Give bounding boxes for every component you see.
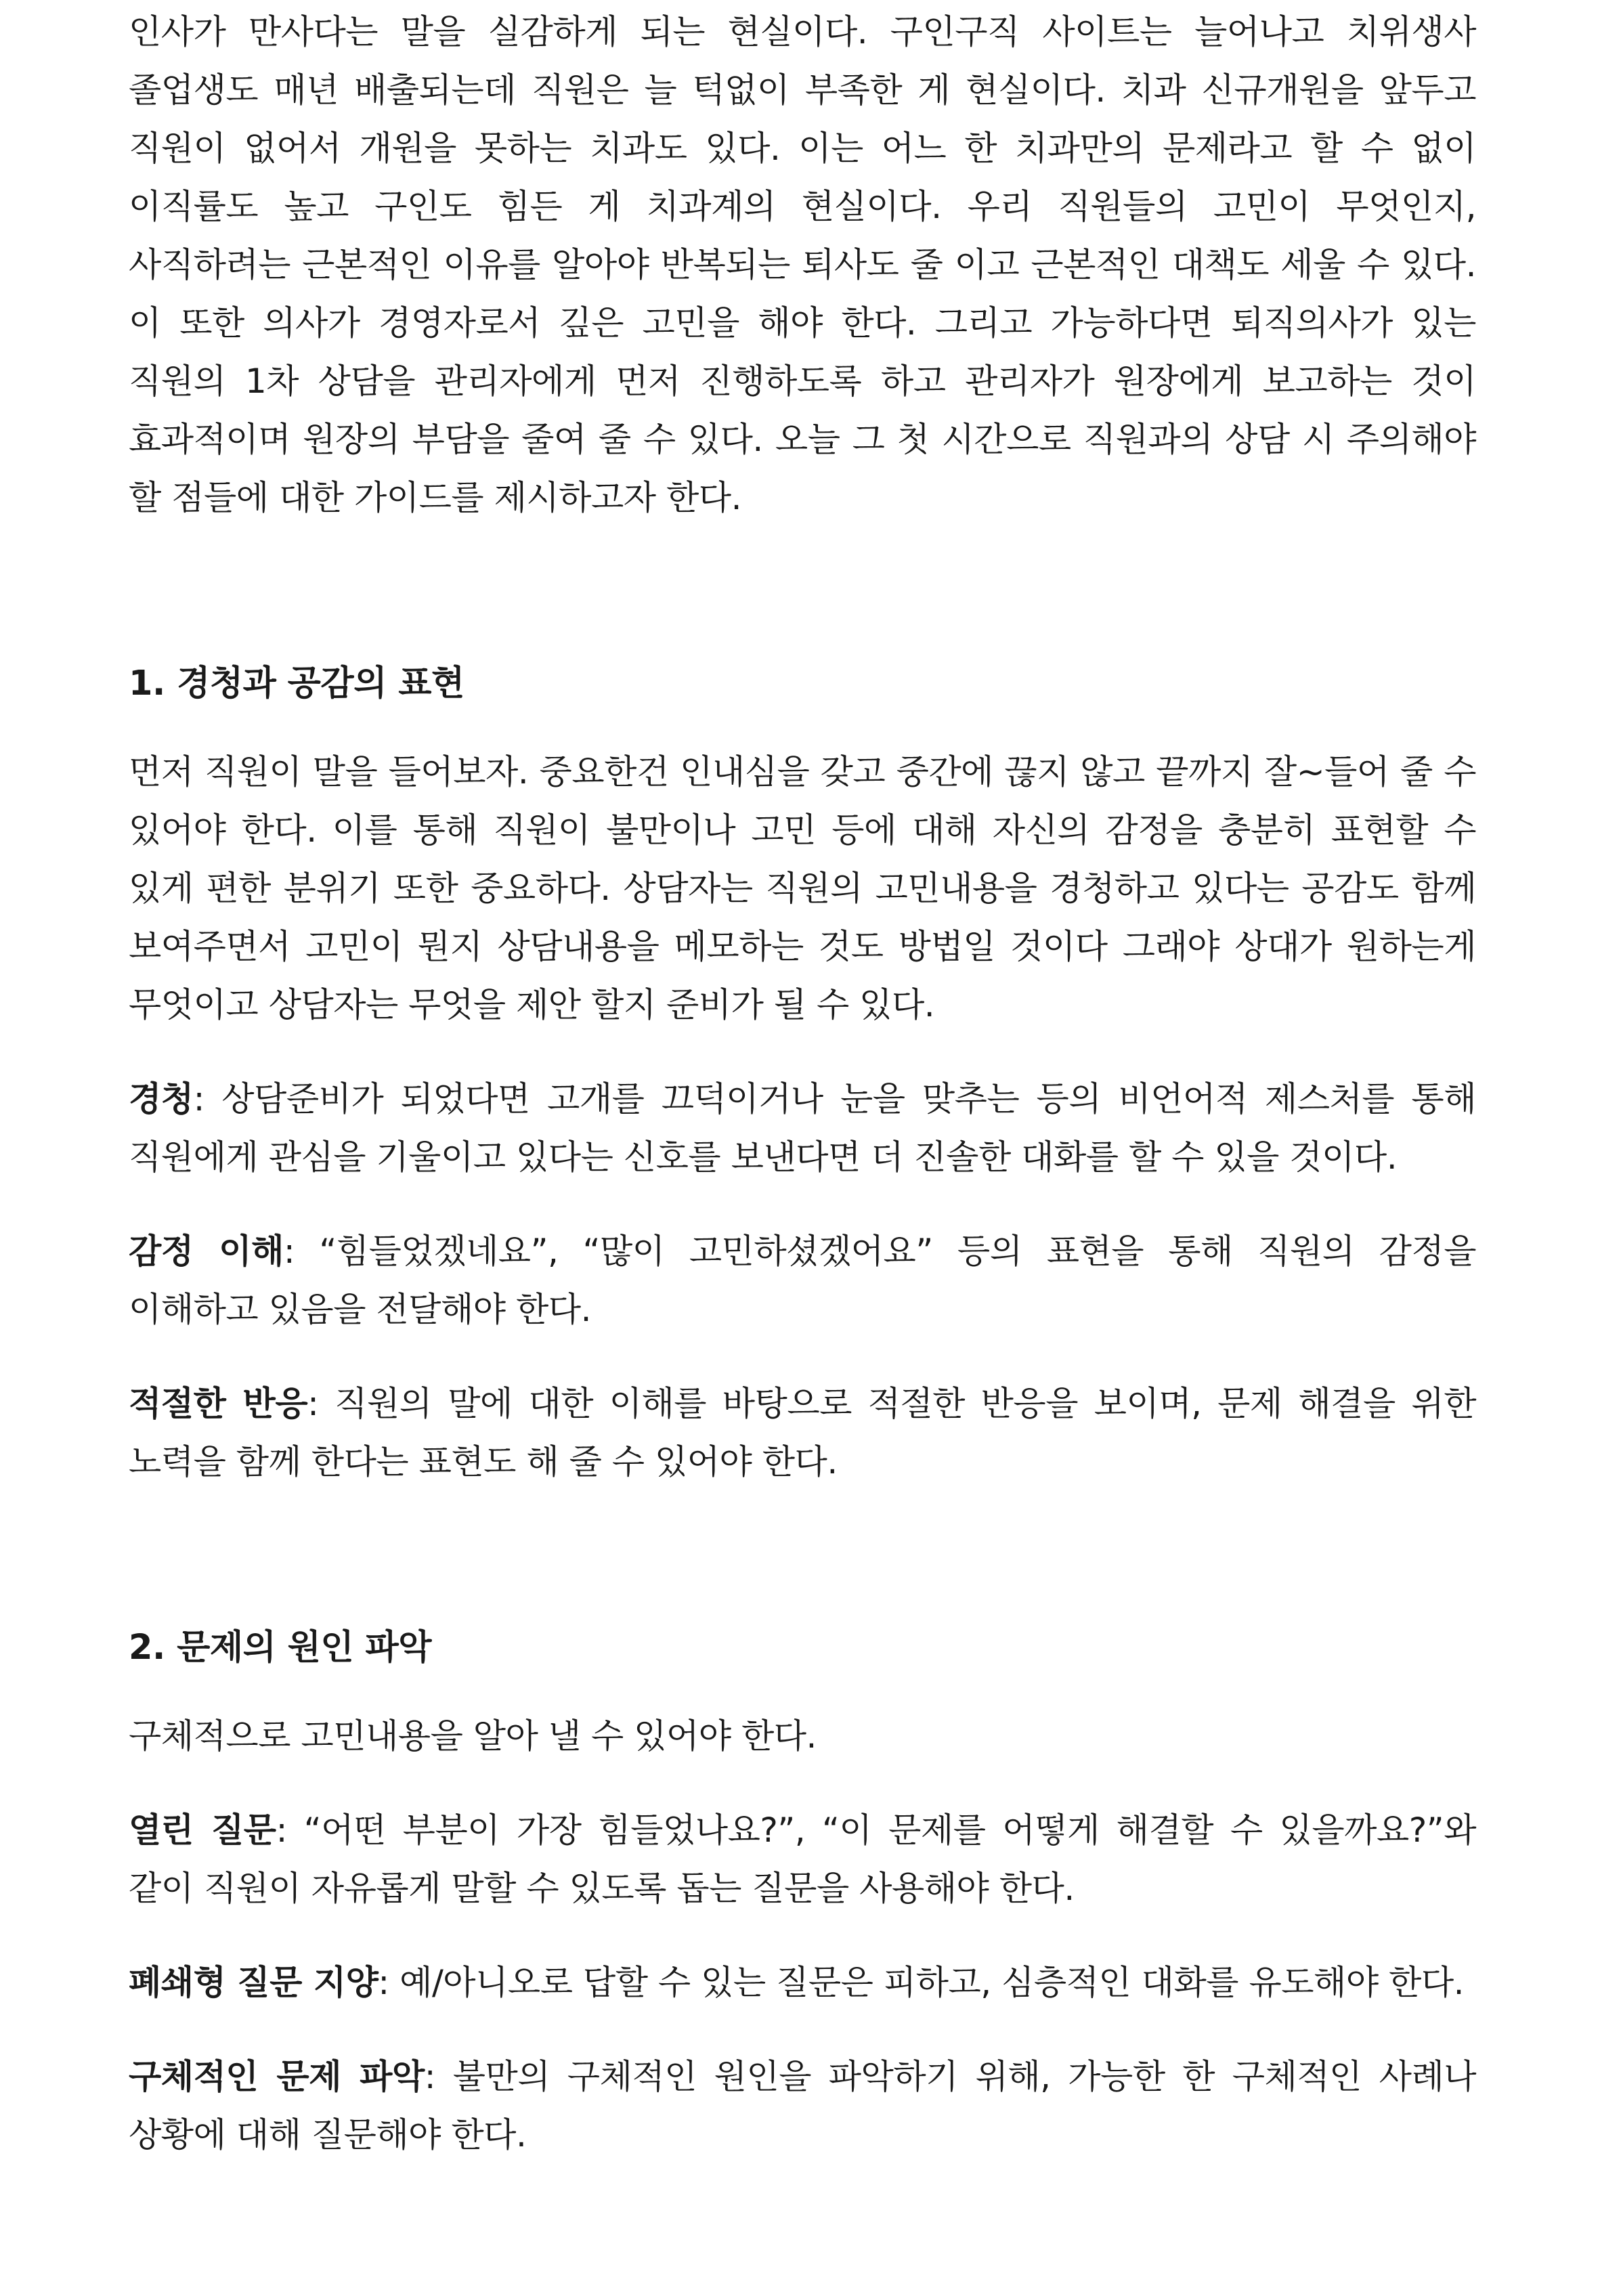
section-1-heading: 1. 경청과 공감의 표현 — [129, 664, 464, 703]
section-1-lead-paragraph: 먼저 직원이 말을 들어보자. 중요한건 인내심을 갖고 중간에 끊지 않고 끝까지 잘~들어 줄 수 있어야 한다. 이를 통해 직원이 불만이나 고민 등에 대해 자신의 감정을 충분히 표현할 수 있게 편한 분위기 또한 중요하다. 상담자는 직원의 고민내용을 경청하고 있다는 공감도 함께 보여주면서 고민이 뭔지 상담내용을 메모하는 것도 방법일 것이다 그래야 상대가 원하는게 무엇이고 상담자는 무엇을 제안 할지 준비가 될 수 있다. — [129, 752, 1476, 1024]
section-2-lead-paragraph: 구체적으로 고민내용을 알아 낼 수 있어야 한다. — [129, 1716, 817, 1756]
section-2-item-open-question — [129, 1801, 1476, 1918]
item-text: : 예/아니오로 답할 수 있는 질문은 피하고, 심층적인 대화를 유도해야 한다. — [378, 1963, 1465, 2002]
item-term: 구체적인 문제 파악 — [129, 2057, 425, 2096]
section-1-item-listening — [129, 1070, 1476, 1186]
item-term: 폐쇄형 질문 지양 — [129, 1963, 379, 2002]
section-2-item-closed-question — [129, 1953, 1476, 2012]
item-text: : 불만의 구체적인 원인을 파악하기 위해, 가능한 한 구체적인 사례나 상황에 대해 질문해야 한다. — [129, 2057, 1476, 2154]
item-term: 적절한 반응 — [129, 1384, 308, 1423]
intro-paragraph: 인사가 만사다는 말을 실감하게 되는 현실이다. 구인구직 사이트는 늘어나고 치위생사 졸업생도 매년 배출되는데 직원은 늘 턱없이 부족한 게 현실이다. 치과 신규개원을 앞두고 직원이 없어서 개원을 못하는 치과도 있다. 이는 어느 한 치과만의 문제라고 할 수 없이 이직률도 높고 구인도 힘든 게 치과계의 현실이다. 우리 직원들의 고민이 무엇인지, 사직하려는 근본적인 이유를 알아야 반복되는 퇴사도 줄 이고 근본적인 대책도 세울 수 있다. 이 또한 의사가 경영자로서 깊은 고민을 해야 한다. 그리고 가능하다면 퇴직의사가 있는 직원의 1차 상담을 관리자에게 먼저 진행하도록 하고 관리자가 원장에게 보고하는 것이 효과적이며 원장의 부담을 줄여 줄 수 있다. 오늘 그 첫 시간으로 직원과의 상담 시 주의해야 할 점들에 대한 가이드를 제시하고자 한다. — [129, 12, 1476, 517]
document-page — [129, 0, 1476, 2164]
item-term: 감정 이해 — [129, 1232, 284, 1271]
item-text: : 직원의 말에 대한 이해를 바탕으로 적절한 반응을 보이며, 문제 해결을 위한 노력을 함께 한다는 표현도 해 줄 수 있어야 한다. — [129, 1384, 1476, 1481]
section-2-item-specific-problem — [129, 2048, 1476, 2164]
item-text: : 상담준비가 되었다면 고개를 끄덕이거나 눈을 맞추는 등의 비언어적 제스처를 통해 직원에게 관심을 기울이고 있다는 신호를 보낸다면 더 진솔한 대화를 할 수 있을 것이다. — [129, 1079, 1476, 1177]
item-term: 경청 — [129, 1079, 194, 1119]
item-term: 열린 질문 — [129, 1811, 276, 1850]
section-1-item-emotion — [129, 1222, 1476, 1339]
section-2-heading: 2. 문제의 원인 파악 — [129, 1628, 431, 1668]
section-1-item-response — [129, 1374, 1476, 1491]
item-text: : “힘들었겠네요”, “많이 고민하셨겠어요” 등의 표현을 통해 직원의 감정을 이해하고 있음을 전달해야 한다. — [129, 1232, 1476, 1329]
item-text: : “어떤 부분이 가장 힘들었나요?”, “이 문제를 어떻게 해결할 수 있을까요?”와 같이 직원이 자유롭게 말할 수 있도록 돕는 질문을 사용해야 한다. — [129, 1811, 1477, 1908]
